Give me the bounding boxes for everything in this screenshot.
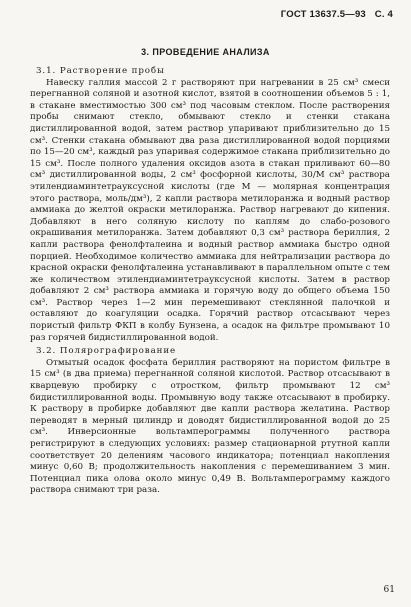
document-body	[30, 66, 390, 497]
page-number: 61	[383, 585, 395, 595]
standard-number: ГОСТ 13637.5—93	[280, 9, 366, 20]
page-label: С. 4	[374, 9, 393, 20]
subsection-heading-polarography: 3.2. Полярографирование	[36, 346, 177, 357]
subsection-heading-dissolution: 3.1. Растворение пробы	[36, 66, 165, 76]
section-title: 3. ПРОВЕДЕНИЕ АНАЛИЗА	[141, 47, 270, 57]
paragraph-dissolution: Навеску галлия массой 2 г растворяют при нагревании в 25 см³ смеси перегнанной соляной и азотной кислот, взятой в соотношении объемов 5 : 1, в стакане вместимостью 300 см³ под часовым стеклом. После растворения пробы снимают стекло, обмывают стекло и стенки стакана дистиллированной водой, затем раствор упаривают приблизительно до 15 см³. Стенки стакана обмывают два раза дистиллированной водой порциями по 15—20 см³, каждый раз упаривая содержимое стакана приблизительно до 15 см³. После полного удаления оксидов азота в стакан приливают 60—80 см³ дистиллированной воды, 2 см³ фосфорной кислоты, 30/М см³ раствора этилендиаминтетрауксусной кислоты (где М — молярная концентрация этого раствора, моль/дм³), 2 капли раствора метилоранжа и водный раствор аммиака до желтой окраски метилоранжа. Раствор нагревают до кипения. Добавляют в него соляную кислоту по каплям до слабо-розового окрашивания метилоранжа. Затем добавляют 0,3 см³ раствора бериллия, 2 капли раствора фенолфталеина и водный раствор аммиака быстро одной порцией. Необходимое количество аммиака для нейтрализации раствора до красной окраски фенолфталеина устанавливают в параллельном опыте с тем же количеством этилендиаминтетрауксусной кислоты. Затем в раствор добавляют 2 см³ раствора аммиака и горячую воду до общего объема 150 см³. Раствор через 1—2 мин перемешивают стеклянной палочкой и оставляют до коагуляции осадка. Горячий раствор отсасывают через пористый фильтр ФКП в колбу Бунзена, а осадок на фильтре промывают 10 раз горячей бидистиллированной водой.	[30, 77, 390, 343]
paragraph-polarography: Отмытый осадок фосфата бериллия растворяют на пористом фильтре в 15 см³ (в два приема) перегнанной соляной кислотой. Раствор отсасывают в кварцевую пробирку с отростком, фильтр промывают 12 см³ бидистиллированной воды. Промывную воду также отсасывают в пробирку. К раствору в пробирке добавляют две капли раствора желатина. Раствор переводят в мерный цилиндр и доводят бидистиллированной водой до 25 см³. Инверсионные вольтамперограммы полученного раствора регистрируют в следующих условиях: размер стационарной ртутной капли соответствует 20 делениям часового индикатора; потенциал накопления минус 0,60 В; продолжительность накопления с перемешиванием 3 мин. Потенциал пика олова около минус 0,49 В. Вольтамперограмму каждого раствора снимают три раза.	[30, 357, 390, 496]
page-header	[281, 9, 393, 20]
